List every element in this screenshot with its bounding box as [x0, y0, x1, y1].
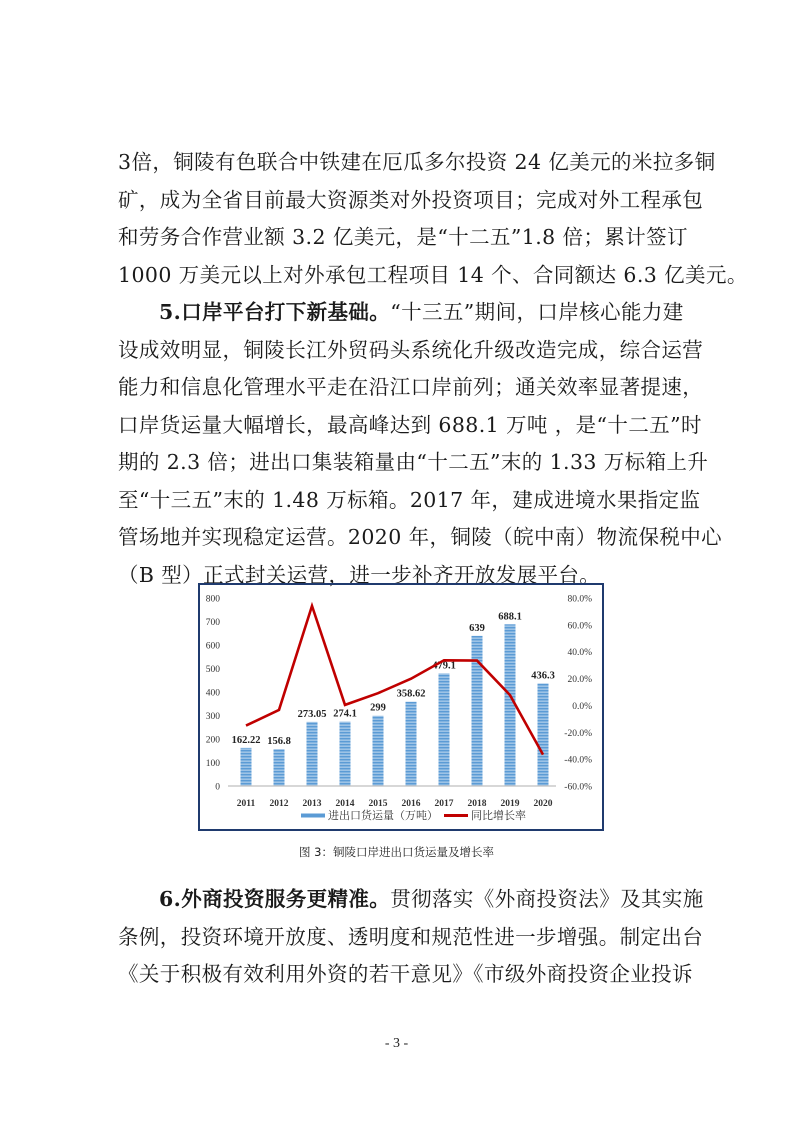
text-line: 期的 2.3 倍；进出口集装箱量由“十二五”末的 1.33 万标箱上升 — [118, 450, 709, 474]
bar-data-label: 299 — [370, 702, 386, 714]
right-axis-tick-label: 20.0% — [567, 675, 592, 686]
right-axis-ticks — [564, 595, 592, 793]
right-axis-tick-label: -60.0% — [564, 782, 592, 793]
right-axis-tick-label: 60.0% — [567, 621, 592, 632]
x-axis-tick-label: 2020 — [533, 799, 553, 809]
left-axis-tick-label: 700 — [205, 618, 220, 628]
x-axis-tick-label: 2016 — [401, 799, 421, 809]
right-axis-tick-label: -20.0% — [564, 728, 592, 739]
legend-bar-swatch — [301, 814, 325, 818]
paragraph-port-platform — [118, 294, 723, 594]
right-axis-tick-label: -40.0% — [564, 755, 592, 766]
left-axis-tick-label: 500 — [205, 665, 220, 675]
chart-legend — [301, 808, 526, 822]
text-line — [118, 881, 704, 919]
x-axis-tick-label: 2015 — [368, 799, 388, 809]
text-line: 管场地并实现稳定运营。2020 年，铜陵（皖中南）物流保税中心 — [118, 525, 723, 549]
left-axis-tick-label: 800 — [205, 594, 220, 605]
bar-2012 — [274, 749, 285, 786]
text-line: 《关于积极有效利用外资的若干意见》《市级外商投资企业投诉 — [118, 962, 693, 986]
bar-data-label: 639 — [469, 622, 485, 634]
bar-data-label: 479.1 — [432, 660, 456, 672]
bar-2019 — [505, 624, 516, 786]
right-axis-tick-label: 40.0% — [567, 648, 592, 659]
x-axis-tick-label: 2012 — [269, 799, 289, 809]
x-axis-tick-label: 2018 — [467, 799, 487, 809]
legend-line-swatch — [444, 814, 468, 817]
text-line: 至“十三五”末的 1.48 万标箱。2017 年，建成进境水果指定监 — [118, 487, 701, 512]
bar-2013 — [307, 722, 318, 786]
left-axis-tick-label: 300 — [205, 712, 220, 722]
bar-2015 — [373, 716, 384, 786]
bar-data-label: 273.05 — [297, 708, 327, 720]
x-axis-tick-label: 2019 — [500, 799, 520, 809]
bar-data-label: 156.8 — [267, 736, 291, 748]
right-axis-tick-label: 80.0% — [567, 594, 592, 605]
bar-2016 — [406, 702, 417, 786]
left-axis-tick-label: 400 — [205, 688, 220, 699]
bar-2014 — [340, 722, 351, 786]
paragraph-foreign-investment-service — [118, 881, 704, 994]
text-run: 贯彻落实《外商投资法》及其实施 — [390, 887, 704, 911]
text-line — [118, 294, 684, 332]
text-run: “十三五”期间，口岸核心能力建 — [390, 300, 684, 324]
section-heading: 6.外商投资服务更精准。 — [159, 887, 391, 911]
bar-2011 — [241, 748, 252, 786]
left-axis-ticks — [206, 595, 221, 793]
left-axis-tick-label: 600 — [205, 641, 220, 652]
x-axis-ticks — [237, 799, 553, 809]
text-line: 能力和信息化管理水平走在沿江口岸前列；通关效率显著提速， — [118, 375, 704, 399]
x-axis-tick-label: 2017 — [434, 799, 454, 809]
left-axis-tick-label: 0 — [215, 782, 220, 793]
bar-data-label: 358.62 — [396, 688, 426, 700]
bar-data-label: 274.1 — [333, 708, 357, 720]
text-line: 条例，投资环境开放度、透明度和规范性进一步增强。制定出台 — [118, 924, 704, 949]
text-line: 口岸货运量大幅增长，最高峰达到 688.1 万吨 ，是“十二五”时 — [118, 412, 702, 437]
paragraph-foreign-investment — [118, 144, 748, 294]
bar-data-label: 436.3 — [531, 670, 555, 682]
legend-line-label: 同比增长率 — [471, 810, 526, 822]
left-axis-tick-label: 200 — [205, 735, 220, 746]
text-line: （B 型）正式封关运营，进一步补齐开放发展平台。 — [118, 562, 601, 587]
chart-frame — [198, 583, 604, 831]
x-axis-tick-label: 2014 — [335, 799, 355, 809]
growth-rate-line — [246, 606, 543, 755]
bar-data-label: 162.22 — [231, 734, 261, 746]
text-line: 和劳务合作营业额 3.2 亿美元，是“十二五”1.8 倍；累计签订 — [118, 225, 688, 249]
figure-caption: 图 3：铜陵口岸进出口货运量及增长率 — [299, 845, 494, 859]
cargo-volume-chart — [200, 585, 602, 829]
right-axis-tick-label: 0.0% — [572, 701, 592, 712]
bar-data-label: 688.1 — [498, 611, 522, 623]
section-heading: 5.口岸平台打下新基础。 — [159, 300, 391, 324]
text-line: 设成效明显，铜陵长江外贸码头系统化升级改造完成，综合运营 — [118, 337, 704, 362]
page-number: - 3 - — [384, 1036, 409, 1051]
bar-2017 — [439, 673, 450, 786]
bar-series — [241, 624, 549, 786]
text-line: 1000 万美元以上对外承包工程项目 14 个、合同额达 6.3 亿美元。 — [118, 262, 748, 287]
text-line: 3倍，铜陵有色联合中铁建在厄瓜多尔投资 24 亿美元的米拉多铜 — [118, 150, 716, 174]
x-axis-tick-label: 2013 — [302, 799, 322, 809]
legend-bar-label: 进出口货运量（万吨） — [328, 810, 438, 822]
bar-2018 — [472, 636, 483, 786]
bar-2020 — [538, 683, 549, 786]
left-axis-tick-label: 100 — [205, 759, 220, 769]
text-line: 矿，成为全省目前最大资源类对外投资项目；完成对外工程承包 — [118, 187, 704, 212]
x-axis-tick-label: 2011 — [236, 799, 256, 809]
